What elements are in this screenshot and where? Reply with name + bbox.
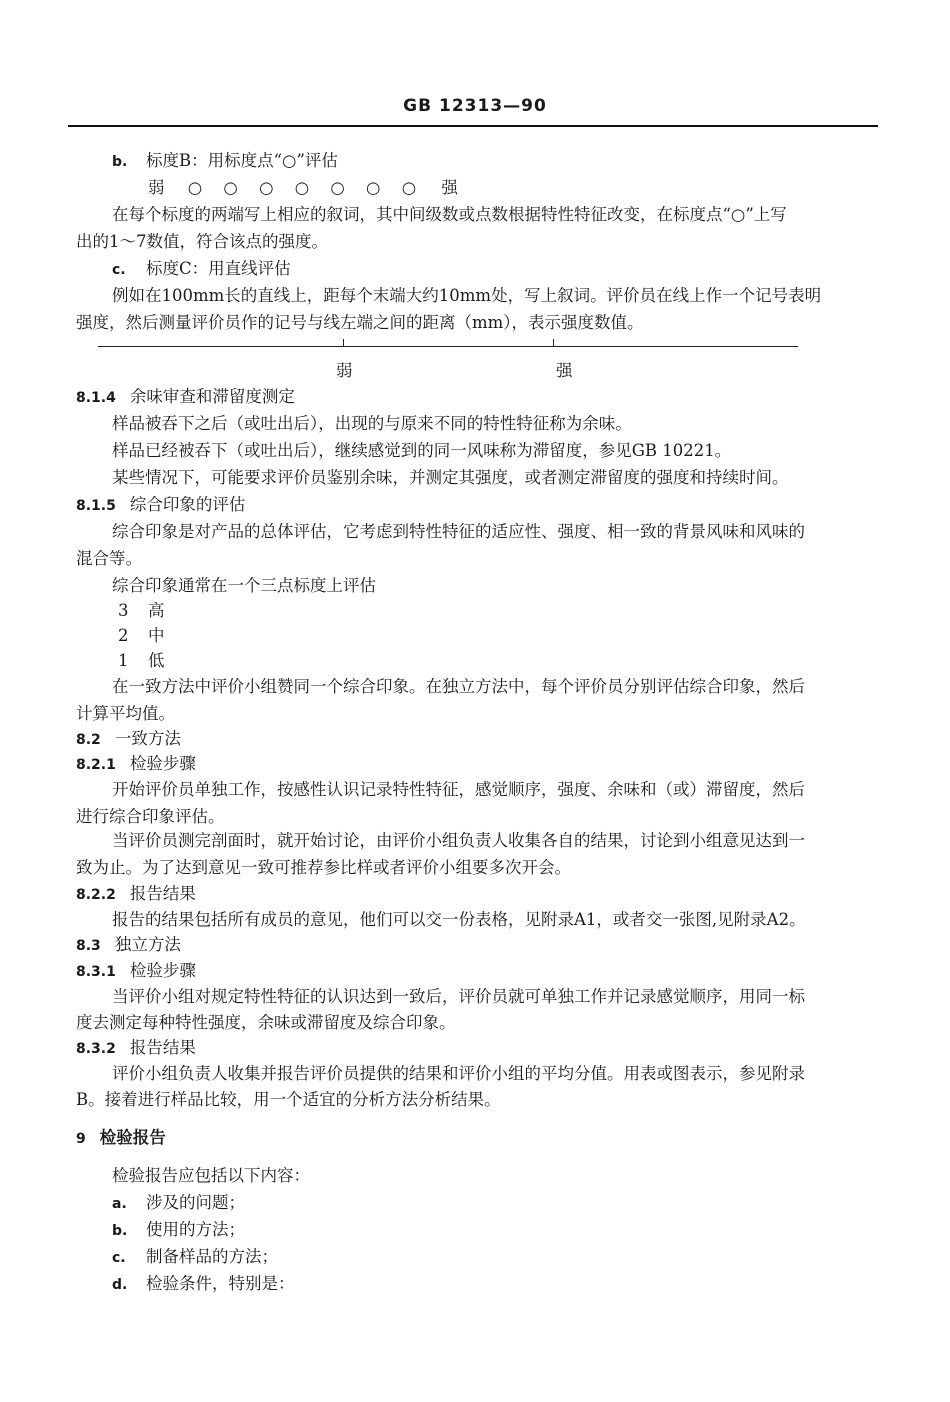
section-title: 报告结果 [129,884,196,903]
scale-c-weak: 弱 [336,361,353,380]
paragraph: 开始评价员单独工作，按感性认识记录特性特征，感觉顺序，强度、余味和（或）滞留度，然后 [112,780,805,799]
paragraph: 致为止。为了达到意见一致可推荐参比样或者评价小组要多次开会。 [76,858,571,877]
section-number: 8.3.2 [76,1041,116,1057]
paragraph: 样品被吞下之后（或吐出后），出现的与原来不同的特性特征称为余味。 [112,414,632,433]
section-8-1-5-heading [76,494,245,517]
paragraph: 检验报告应包括以下内容： [112,1166,310,1185]
section-8-3-heading [76,934,181,957]
scale-dot: ○ [330,178,345,197]
paragraph: 综合印象是对产品的总体评估，它考虑到特性特征的适应性、强度、相一致的背景风味和风味的 [112,522,805,541]
section-title: 综合印象的评估 [129,495,246,514]
section-title: 一致方法 [114,729,181,748]
scale-b-desc-2: 出的1～7数值，符合该点的强度。 [76,232,328,251]
item-letter: a. [112,1196,127,1212]
section-number: 8.1.5 [76,498,116,514]
paragraph: 某些情况下，可能要求评价员鉴别余味，并测定其强度，或者测定滞留度的强度和持续时间。 [112,468,789,487]
paragraph: 进行综合印象评估。 [76,807,225,826]
report-item [112,1192,245,1215]
report-item [112,1273,295,1296]
scale-b-title: 标度B：用标度点“○”评估 [146,151,338,170]
scale-dot: ○ [223,178,238,197]
paragraph: 当评价小组对规定特性特征的认识达到一致后，评价员就可单独工作并记录感觉顺序，用同一标 [112,987,805,1006]
paragraph: 综合印象通常在一个三点标度上评估 [112,576,376,595]
item-text: 制备样品的方法； [146,1247,278,1266]
level-item [118,650,165,672]
scale-dot: ○ [187,178,203,197]
scale-b-example [148,177,458,199]
item-letter: d. [112,1277,128,1293]
paragraph: 报告的结果包括所有成员的意见，他们可以交一份表格，见附录A1，或者交一张图,见附录A2。 [112,910,806,929]
paragraph: 在一致方法中评价小组赞同一个综合印象。在独立方法中，每个评价员分别评估综合印象，然后 [112,677,805,696]
scale-b-weak: 弱 [148,178,165,197]
paragraph: 评价小组负责人收集并报告评价员提供的结果和评价小组的平均分值。用表或图表示，参见附录 [112,1064,805,1083]
level-number: 1 [118,651,129,670]
level-number: 3 [118,601,129,620]
section-number: 8.2.1 [76,757,116,773]
level-text: 高 [148,601,165,620]
item-text: 涉及的问题； [146,1193,245,1212]
paragraph: 度去测定每种特性强度，余味或滞留度及综合印象。 [76,1013,456,1032]
report-item [112,1246,278,1269]
section-title: 检验步骤 [129,961,196,980]
level-number: 2 [118,626,129,645]
level-item [118,600,165,622]
section-8-3-1-heading [76,960,196,983]
section-number: 9 [76,1131,86,1147]
level-text: 中 [148,626,165,645]
section-9-heading [76,1127,166,1150]
section-number: 8.3.1 [76,964,116,980]
section-8-3-2-heading [76,1037,196,1060]
scale-c-heading [112,258,291,281]
paragraph: 混合等。 [76,549,142,568]
scale-dot: ○ [294,178,310,197]
section-8-1-4-heading [76,386,295,409]
scale-c-letter: c. [112,262,126,278]
header-rule [68,125,878,127]
page-header-code: GB 12313—90 [403,96,547,116]
scale-dot: ○ [401,178,417,197]
scale-b-letter: b. [112,154,128,170]
paragraph: 样品已经被吞下（或吐出后），继续感觉到的同一风味称为滞留度，参见GB 10221。 [112,441,732,460]
section-8-2-2-heading [76,883,196,906]
section-title: 独立方法 [114,935,181,954]
section-title: 报告结果 [129,1038,196,1057]
section-8-2-1-heading [76,753,196,776]
scale-c-desc-1: 例如在100mm长的直线上，距每个末端大约10mm处，写上叙词。评价员在线上作一个记号表明 [112,286,822,305]
scale-c-desc-2: 强度，然后测量评价员作的记号与线左端之间的距离（mm），表示强度数值。 [76,313,644,332]
item-letter: c. [112,1250,126,1266]
section-title: 检验报告 [99,1128,166,1147]
paragraph: 计算平均值。 [76,704,175,723]
scale-b-strong: 强 [441,178,458,197]
scale-dot: ○ [259,178,274,197]
level-item [118,625,165,647]
scale-b-desc-1: 在每个标度的两端写上相应的叙词，其中间级数或点数根据特性特征改变，在标度点“○”上写 [112,205,787,224]
paragraph: B。接着进行样品比较，用一个适宜的分析方法分析结果。 [76,1090,501,1109]
item-text: 检验条件，特别是： [146,1274,295,1293]
section-title: 检验步骤 [129,754,196,773]
section-number: 8.3 [76,938,101,954]
section-number: 8.2.2 [76,887,116,903]
section-number: 8.1.4 [76,390,116,406]
section-number: 8.2 [76,732,101,748]
report-item [112,1219,245,1242]
scale-b-heading [112,150,338,173]
section-8-2-heading [76,728,181,751]
item-letter: b. [112,1223,128,1239]
section-title: 余味审查和滞留度测定 [129,387,295,406]
scale-c-line [98,346,798,347]
paragraph: 当评价员测完剖面时，就开始讨论，由评价小组负责人收集各自的结果，讨论到小组意见达到一 [112,831,805,850]
level-text: 低 [148,651,165,670]
scale-dot: ○ [366,178,381,197]
item-text: 使用的方法； [146,1220,245,1239]
scale-c-tick-left [343,339,344,347]
scale-c-strong: 强 [556,361,573,380]
scale-c-title: 标度C：用直线评估 [146,259,291,278]
scale-c-tick-right [553,339,554,347]
